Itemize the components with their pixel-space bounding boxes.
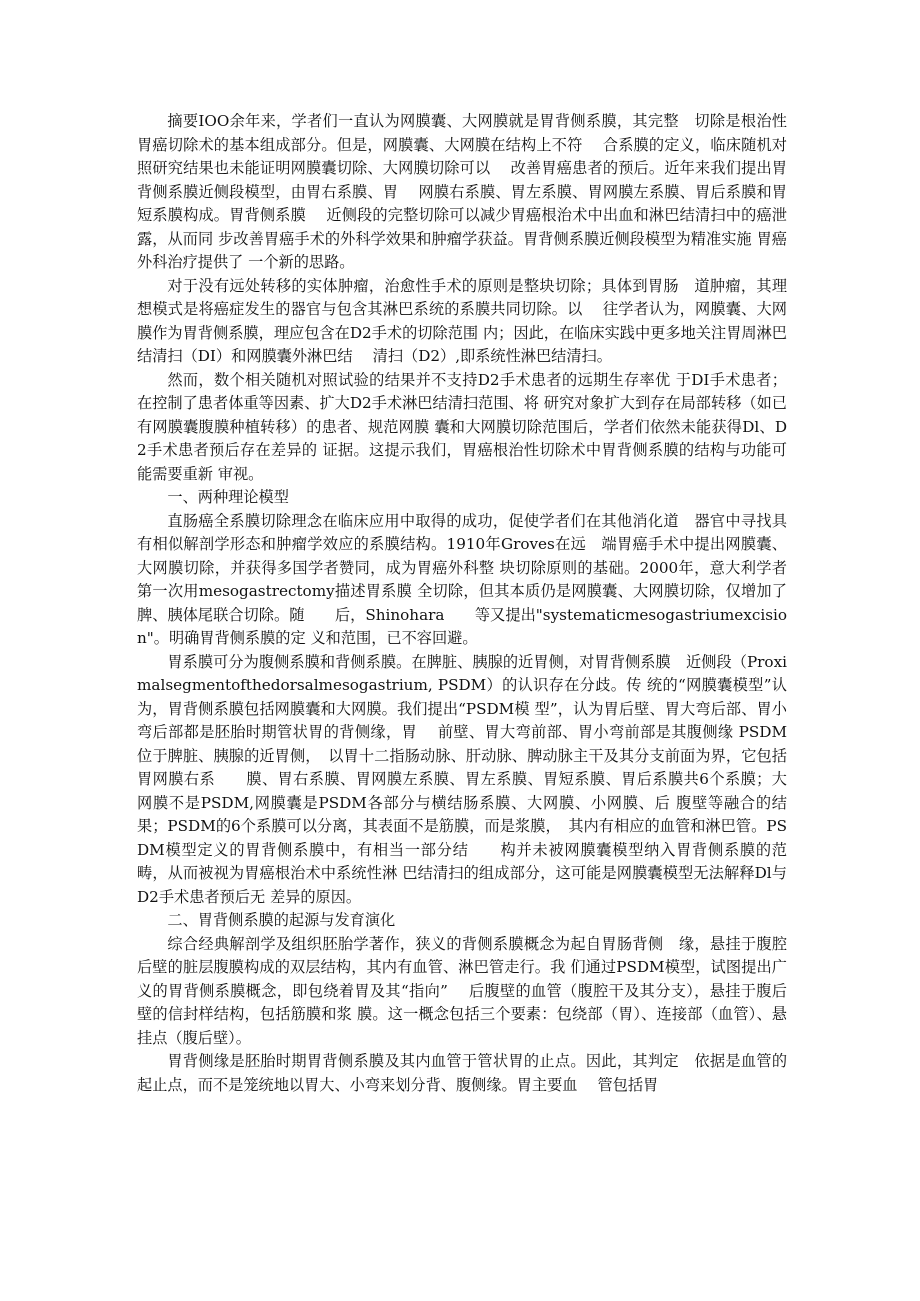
body-paragraph: 综合经典解剖学及组织胚胎学著作，狭义的背侧系膜概念为起自胃肠背侧 缘，悬挂于腹腔后壁的脏层腹膜构成的双层结构，其内有血管、淋巴管走行。我 们通过PSDM模型，试图提出广义的胃背侧系膜概念，即包绕着胃及其“指向” 后腹壁的血管（腹腔干及其分支），悬挂于腹后壁的信封样结构，包括筋膜和浆 膜。这一概念包括三个要素：包绕部（胃）、连接部（血管）、悬挂点（腹后壁）。 [137,934,787,1047]
section-heading: 二、胃背侧系膜的起源与发育演化 [167,911,396,929]
body-paragraph: 直肠癌全系膜切除理念在临床应用中取得的成功，促使学者们在其他消化道 器官中寻找具有相似解剖学形态和肿瘤学效应的系膜结构。1910年Groves在远 端胃癌手术中提出网膜囊、大网膜切除，并获得多国学者赞同，成为胃癌外科整 块切除原则的基础。2000年，意大利学者第一次用mesogastrectomy描述胃系膜 全切除，但其本质仍是网膜囊、大网膜切除，仅增加了脾、胰体尾联合切除。随 后，Shinohara 等又提出"systematicmesogastriumexcision"。明确胃背侧系膜的定 义和范围，已不容回避。 [137,511,787,647]
section-heading: 一、两种理论模型 [167,488,289,506]
abstract-paragraph: 摘要IOO余年来，学者们一直认为网膜囊、大网膜就是胃背侧系膜，其完整 切除是根治性胃癌切除术的基本组成部分。但是，网膜囊、大网膜在结构上不符 合系膜的定义，临床随机对照研究结果也未能证明网膜囊切除、大网膜切除可以 改善胃癌患者的预后。近年来我们提出胃背侧系膜近侧段模型，由胃右系膜、胃 网膜右系膜、胃左系膜、胃网膜左系膜、胃后系膜和胃短系膜构成。胃背侧系膜 近侧段的完整切除可以减少胃癌根治术中出血和淋巴结清扫中的癌泄露，从而同 步改善胃癌手术的外科学效果和肿瘤学获益。胃背侧系膜近侧段模型为精准实施 胃癌外科治疗提供了 一个新的思路。 [137,112,787,271]
body-paragraph: 对于没有远处转移的实体肿瘤，治愈性手术的原则是整块切除；具体到胃肠 道肿瘤，其理想模式是将癌症发生的器官与包含其淋巴系统的系膜共同切除。以 往学者认为，网膜囊、大网膜作为胃背侧系膜，理应包含在D2手术的切除范围 内；因此，在临床实践中更多地关注胃周淋巴结清扫（DI）和网膜囊外淋巴结 清扫（D2）,即系统性淋巴结清扫。 [137,276,787,365]
body-paragraph: 然而，数个相关随机对照试验的结果并不支持D2手术患者的远期生存率优 于DI手术患者；在控制了患者体重等因素、扩大D2手术淋巴结清扫范围、将 研究对象扩大到存在局部转移（如已有网膜囊腹膜种植转移）的患者、规范网膜 囊和大网膜切除范围后，学者们依然未能获得Dl、D2手术患者预后存在差异的 证据。这提示我们，胃癌根治性切除术中胃背侧系膜的结构与功能可能需要重新 审视。 [137,370,787,483]
body-paragraph: 胃背侧缘是胚胎时期胃背侧系膜及其内血管于管状胃的止点。因此，其判定 依据是血管的起止点，而不是笼统地以胃大、小弯来划分背、腹侧缘。胃主要血 管包括胃 [137,1052,787,1094]
body-paragraph: 胃系膜可分为腹侧系膜和背侧系膜。在脾脏、胰腺的近胃侧，对胃背侧系膜 近侧段（Proximalsegmentofthedorsalmesogastrium, PSDM）的认识存在分歧。传 统的“网膜囊模型”认为，胃背侧系膜包括网膜囊和大网膜。我们提出“PSDM模 型”，认为胃后壁、胃大弯后部、胃小弯后部都是胚胎时期管状胃的背侧缘，胃 前壁、胃大弯前部、胃小弯前部是其腹侧缘 PSDM位于脾脏、胰腺的近胃侧， 以胃十二指肠动脉、肝动脉、脾动脉主干及其分支前面为界，它包括胃网膜右系 膜、胃右系膜、胃网膜左系膜、胃左系膜、胃短系膜、胃后系膜共6个系膜；大 网膜不是PSDM,网膜囊是PSDM各部分与横结肠系膜、大网膜、小网膜、后 腹壁等融合的结果；PSDM的6个系膜可以分离，其表面不是筋膜，而是浆膜， 其内有相应的血管和淋巴管。PSDM模型定义的胃背侧系膜中，有相当一部分结 构并未被网膜囊模型纳入胃背侧系膜的范畴，从而被视为胃癌根治术中系统性淋 巴结清扫的组成部分，这可能是网膜囊模型无法解释Dl与D2手术患者预后无 差异的原因。 [137,652,787,906]
document-body [137,110,787,1097]
